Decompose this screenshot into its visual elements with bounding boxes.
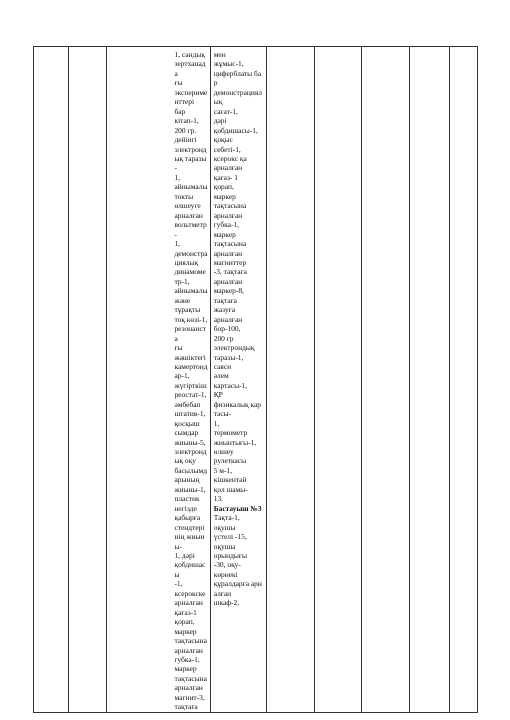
equipment-list-part1: мен жұмыс-1, циферблаты бар демонстрациялық сағат-1, дәрі қобдишасы-1, қоқыс себеті-1, ксерокс қа арналған қағаз- 1 қорап, маркер тақтасына арналған губка-1, маркер тақтасына арналған магниттер -3, тақтаға арналған маркер-8, тақтаға жазуға арналған бор-100, 200 гр электрондық таразы-1, саяси әлем картасы-1, ҚР физикалық картасы- 1, термометр жиынтығы-1, өлшеу рулеткасы 5 м-1, кішкентай қол шамы- 13. (213, 50, 262, 504)
table-cell-col8 (409, 47, 449, 713)
table-cell-col5 (267, 47, 315, 713)
equipment-list-text-continued (211, 47, 266, 608)
inventory-table (33, 46, 478, 713)
table-cell-col7 (361, 47, 409, 713)
table-cell-col9 (450, 47, 478, 713)
room-heading: Бастауыш №3 (213, 503, 262, 513)
equipment-list-part2: Тақта-1, оқушы үстелі -15, оқушы орындығы -30, оқу- көрнекі құралдарға арналған шкаф-2, (213, 513, 262, 608)
table-cell-col2 (69, 47, 107, 713)
equipment-list-text: 1, сандық зертханада ғы эксперименттері бар кітап-1, 200 гр. дейінгі электрондық таразы- 1, айнымалы токты өлшеуге арналған вольтметр- 1, демонстрациялық динамометр-1, айнымалы және тұрақты тоқ көзі-1, резонанста ғы жәшіктегі камертондар-1, жүгірткіш реостат-1, әмбебап штатив-1, қосқыш сымдар жиыны-5, электрондық оқу басылымдарының жиыны-1, пластик негізде қабырға стендтерінің жиыны- 1, дәрі қобдишасы -1, ксерокске арналған қағаз-1 қорап, маркер тақтасына арналған губка-1, маркер тақтасына арналған магнит-3, тақтаға (174, 50, 208, 712)
table-cell-col1 (34, 47, 69, 713)
table-cell-col3 (107, 47, 210, 713)
table-row (34, 47, 478, 713)
table-cell-col6 (315, 47, 362, 713)
table-cell-col4 (210, 47, 266, 713)
